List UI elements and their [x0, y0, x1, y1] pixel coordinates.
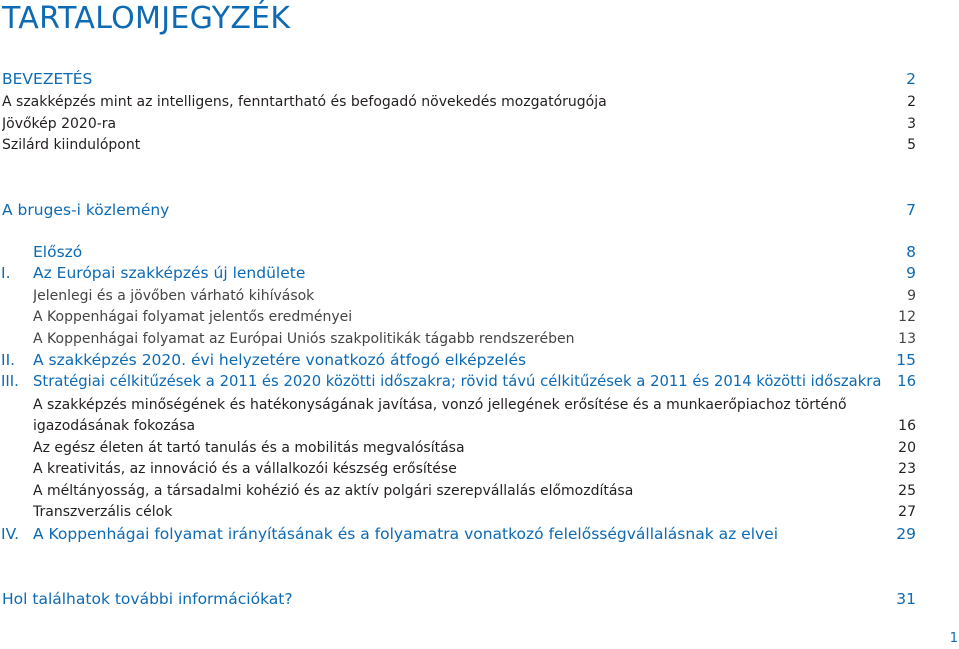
chapter-number: III.	[1, 373, 19, 390]
toc-entry-chapter-4[interactable]	[1, 524, 916, 544]
toc-entry[interactable]	[33, 329, 916, 349]
toc-entry-page: 9	[907, 288, 916, 304]
toc-entry-text: A szakképzés minőségének és hatékonyságának javítása, vonzó jellegének erősítése és a munkaerőpiachoz történő	[33, 397, 847, 413]
toc-entry-page: 2	[907, 94, 916, 110]
toc-entry-page: 8	[906, 243, 916, 261]
toc-entry-text: A szakképzés 2020. évi helyzetére vonatkozó átfogó elképzelés	[33, 351, 527, 369]
toc-entry-page: 3	[907, 116, 916, 132]
toc-entry-text: Jelenlegi és a jövőben várható kihívások	[33, 288, 315, 304]
toc-entry-text: Az egész életen át tartó tanulás és a mobilitás megvalósítása	[33, 440, 465, 456]
toc-entry[interactable]	[33, 459, 916, 479]
toc-entry-text: Stratégiai célkitűzések a 2011 és 2020 közötti időszakra; rövid távú célkitűzések a 2011 és 2014 közötti időszakra	[33, 373, 882, 390]
toc-entry-text: Az Európai szakképzés új lendülete	[33, 264, 306, 282]
toc-entry-text: A kreativitás, az innováció és a vállalkozói készség erősítése	[33, 461, 457, 477]
page-title: TARTALOMJEGYZÉK	[2, 1, 291, 36]
toc-entry-page: 27	[898, 504, 916, 520]
toc-entry-page: 5	[907, 137, 916, 153]
toc-entry-chapter-1[interactable]	[1, 263, 916, 283]
toc-entry-page: 9	[906, 264, 916, 282]
page-number: 1	[949, 631, 958, 646]
toc-entry-text: A Koppenhágai folyamat az Európai Uniós szakpolitikák tágabb rendszerében	[33, 331, 575, 347]
toc-entry[interactable]	[33, 307, 916, 327]
toc-entry-page: 20	[898, 440, 916, 456]
chapter-number: I.	[1, 264, 11, 282]
toc-entry-text: BEVEZETÉS	[2, 70, 93, 88]
toc-entry-text: A szakképzés mint az intelligens, fenntartható és befogadó növekedés mozgatórugója	[2, 94, 607, 110]
toc-entry-text: igazodásának fokozása	[33, 418, 196, 434]
toc-entry-page: 2	[906, 70, 916, 88]
toc-entry[interactable]	[33, 286, 916, 306]
toc-entry[interactable]	[33, 502, 916, 522]
toc-entry-page: 23	[898, 461, 916, 477]
toc-entry[interactable]	[2, 92, 916, 112]
toc-entry-page: 12	[898, 309, 916, 325]
chapter-number: IV.	[1, 525, 20, 543]
toc-entry-page: 25	[898, 483, 916, 499]
toc-entry-page: 31	[896, 590, 916, 608]
toc-entry-page: 13	[898, 331, 916, 347]
toc-entry-bevezetes[interactable]	[2, 69, 916, 89]
toc-entry[interactable]	[33, 416, 916, 436]
toc-entry-text: A bruges-i közlemény	[2, 201, 170, 219]
toc-entry-text: Transzverzális célok	[33, 504, 173, 520]
toc-entry[interactable]	[33, 395, 916, 415]
toc-entry-chapter-3[interactable]	[1, 372, 916, 392]
toc-entry-further-info[interactable]	[2, 589, 916, 609]
toc-entry-text: A méltányosság, a társadalmi kohézió és az aktív polgári szerepvállalás előmozdítása	[33, 483, 634, 499]
toc-entry-text: A Koppenhágai folyamat irányításának és a folyamatra vonatkozó felelősségvállalásnak az elvei	[33, 525, 779, 543]
toc-entry-text: Jövőkép 2020-ra	[2, 116, 117, 132]
toc-entry[interactable]	[33, 438, 916, 458]
toc-entry[interactable]	[33, 481, 916, 501]
toc-entry-text: Szilárd kiindulópont	[2, 137, 141, 153]
toc-entry-bruges[interactable]	[2, 200, 916, 220]
toc-entry-page: 16	[898, 418, 916, 434]
chapter-number: II.	[1, 351, 16, 369]
toc-entry[interactable]	[2, 114, 916, 134]
toc-entry-page: 16	[897, 373, 916, 390]
toc-entry-page: 7	[906, 201, 916, 219]
toc-entry-page: 15	[896, 351, 916, 369]
toc-entry-text: A Koppenhágai folyamat jelentős eredményei	[33, 309, 353, 325]
toc-entry-text: Előszó	[33, 243, 83, 261]
toc-entry-text: Hol találhatok további információkat?	[2, 590, 293, 608]
toc-entry[interactable]	[2, 135, 916, 155]
toc-entry-eloszo[interactable]	[33, 242, 916, 262]
toc-entry-page: 29	[896, 525, 916, 543]
toc-entry-chapter-2[interactable]	[1, 350, 916, 370]
